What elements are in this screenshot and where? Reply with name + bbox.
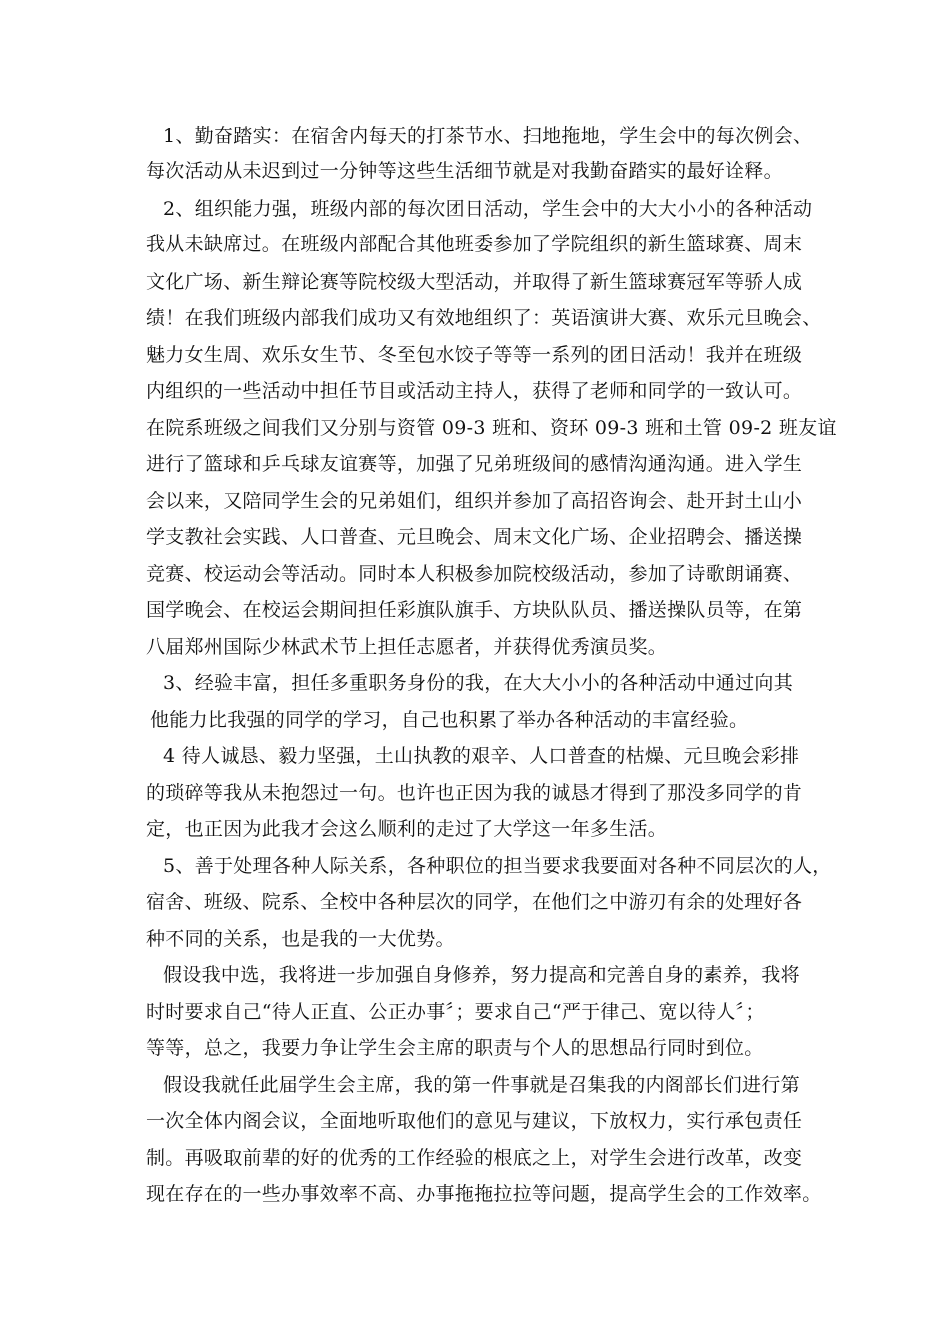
text-line: 内组织的一些活动中担任节目或活动主持人，获得了老师和同学的一致认可。 [146, 380, 803, 402]
text-line: 竞赛、校运动会等活动。同时本人积极参加院校级活动，参加了诗歌朗诵赛、 [146, 563, 803, 585]
text-line: 假设我中选，我将进一步加强自身修养，努力提高和完善自身的素养，我将 [163, 964, 800, 986]
text-line: 制。再吸取前辈的好的优秀的工作经验的根底之上，对学生会进行改革，改变 [146, 1147, 803, 1169]
text-line: 会以来，又陪同学生会的兄弟姐们，组织并参加了高招咨询会、赴开封土山小 [146, 490, 803, 512]
text-line: 在院系班级之间我们又分别与资管 09-3 班和、资环 09-3 班和土管 09-2 班友谊 [146, 417, 837, 439]
text-line: 绩！在我们班级内部我们成功又有效地组织了：英语演讲大赛、欢乐元旦晚会、 [146, 307, 822, 329]
text-line: 等等，总之，我要力争让学生会主席的职责与个人的思想品行同时到位。 [146, 1037, 764, 1059]
text-line: 定，也正因为此我才会这么顺利的走过了大学这一年多生活。 [146, 818, 668, 840]
text-line: 现在存在的一些办事效率不高、办事拖拖拉拉等问题，提高学生会的工作效率。 [146, 1183, 822, 1205]
text-line: 每次活动从未迟到过一分钟等这些生活细节就是对我勤奋踏实的最好诠释。 [146, 160, 783, 182]
text-line: 魅力女生周、欢乐女生节、冬至包水饺子等等一系列的团日活动！我并在班级 [146, 344, 803, 366]
text-line: 3、经验丰富，担任多重职务身份的我，在大大小小的各种活动中通过向其 [163, 672, 793, 694]
text-line: 八届郑州国际少林武术节上担任志愿者，并获得优秀演员奖。 [146, 636, 668, 658]
text-line: 4 待人诚恳、毅力坚强，土山执教的艰辛、人口普查的枯燥、元旦晚会彩排 [163, 745, 800, 767]
text-line: 宿舍、班级、院系、全校中各种层次的同学，在他们之中游刃有余的处理好各 [146, 891, 803, 913]
text-line: 种不同的关系，也是我的一大优势。 [146, 928, 455, 950]
text-line: 5、善于处理各种人际关系，各种职位的担当要求我要面对各种不同层次的人， [163, 855, 832, 877]
text-line: 一次全体内阁会议，全面地听取他们的意见与建议，下放权力，实行承包责任 [146, 1110, 803, 1132]
text-line: 的琐碎等我从未抱怨过一句。也许也正因为我的诚恳才得到了那没多同学的肯 [146, 782, 803, 804]
text-line: 时时要求自己“待人正直、公正办事〞；要求自己“严于律己、宽以待人〞； [146, 1001, 765, 1023]
text-line: 假设我就任此届学生会主席，我的第一件事就是召集我的内阁部长们进行第 [163, 1074, 800, 1096]
text-line: 文化广场、新生辩论赛等院校级大型活动，并取得了新生篮球赛冠军等骄人成 [146, 271, 803, 293]
text-line: 国学晚会、在校运会期间担任彩旗队旗手、方块队队员、播送操队员等，在第 [146, 599, 803, 621]
text-line: 1、勤奋踏实：在宿舍内每天的打茶节水、扫地拖地，学生会中的每次例会、 [163, 125, 813, 147]
text-line: 他能力比我强的同学的学习，自己也积累了举办各种活动的丰富经验。 [150, 709, 749, 731]
text-line: 进行了篮球和乒乓球友谊赛等，加强了兄弟班级间的感情沟通沟通。进入学生 [146, 453, 803, 475]
text-line: 学支教社会实践、人口普查、元旦晚会、周末文化广场、企业招聘会、播送操 [146, 526, 803, 548]
text-line: 2、组织能力强，班级内部的每次团日活动，学生会中的大大小小的各种活动 [163, 198, 813, 220]
text-line: 我从未缺席过。在班级内部配合其他班委参加了学院组织的新生篮球赛、周末 [146, 233, 803, 255]
